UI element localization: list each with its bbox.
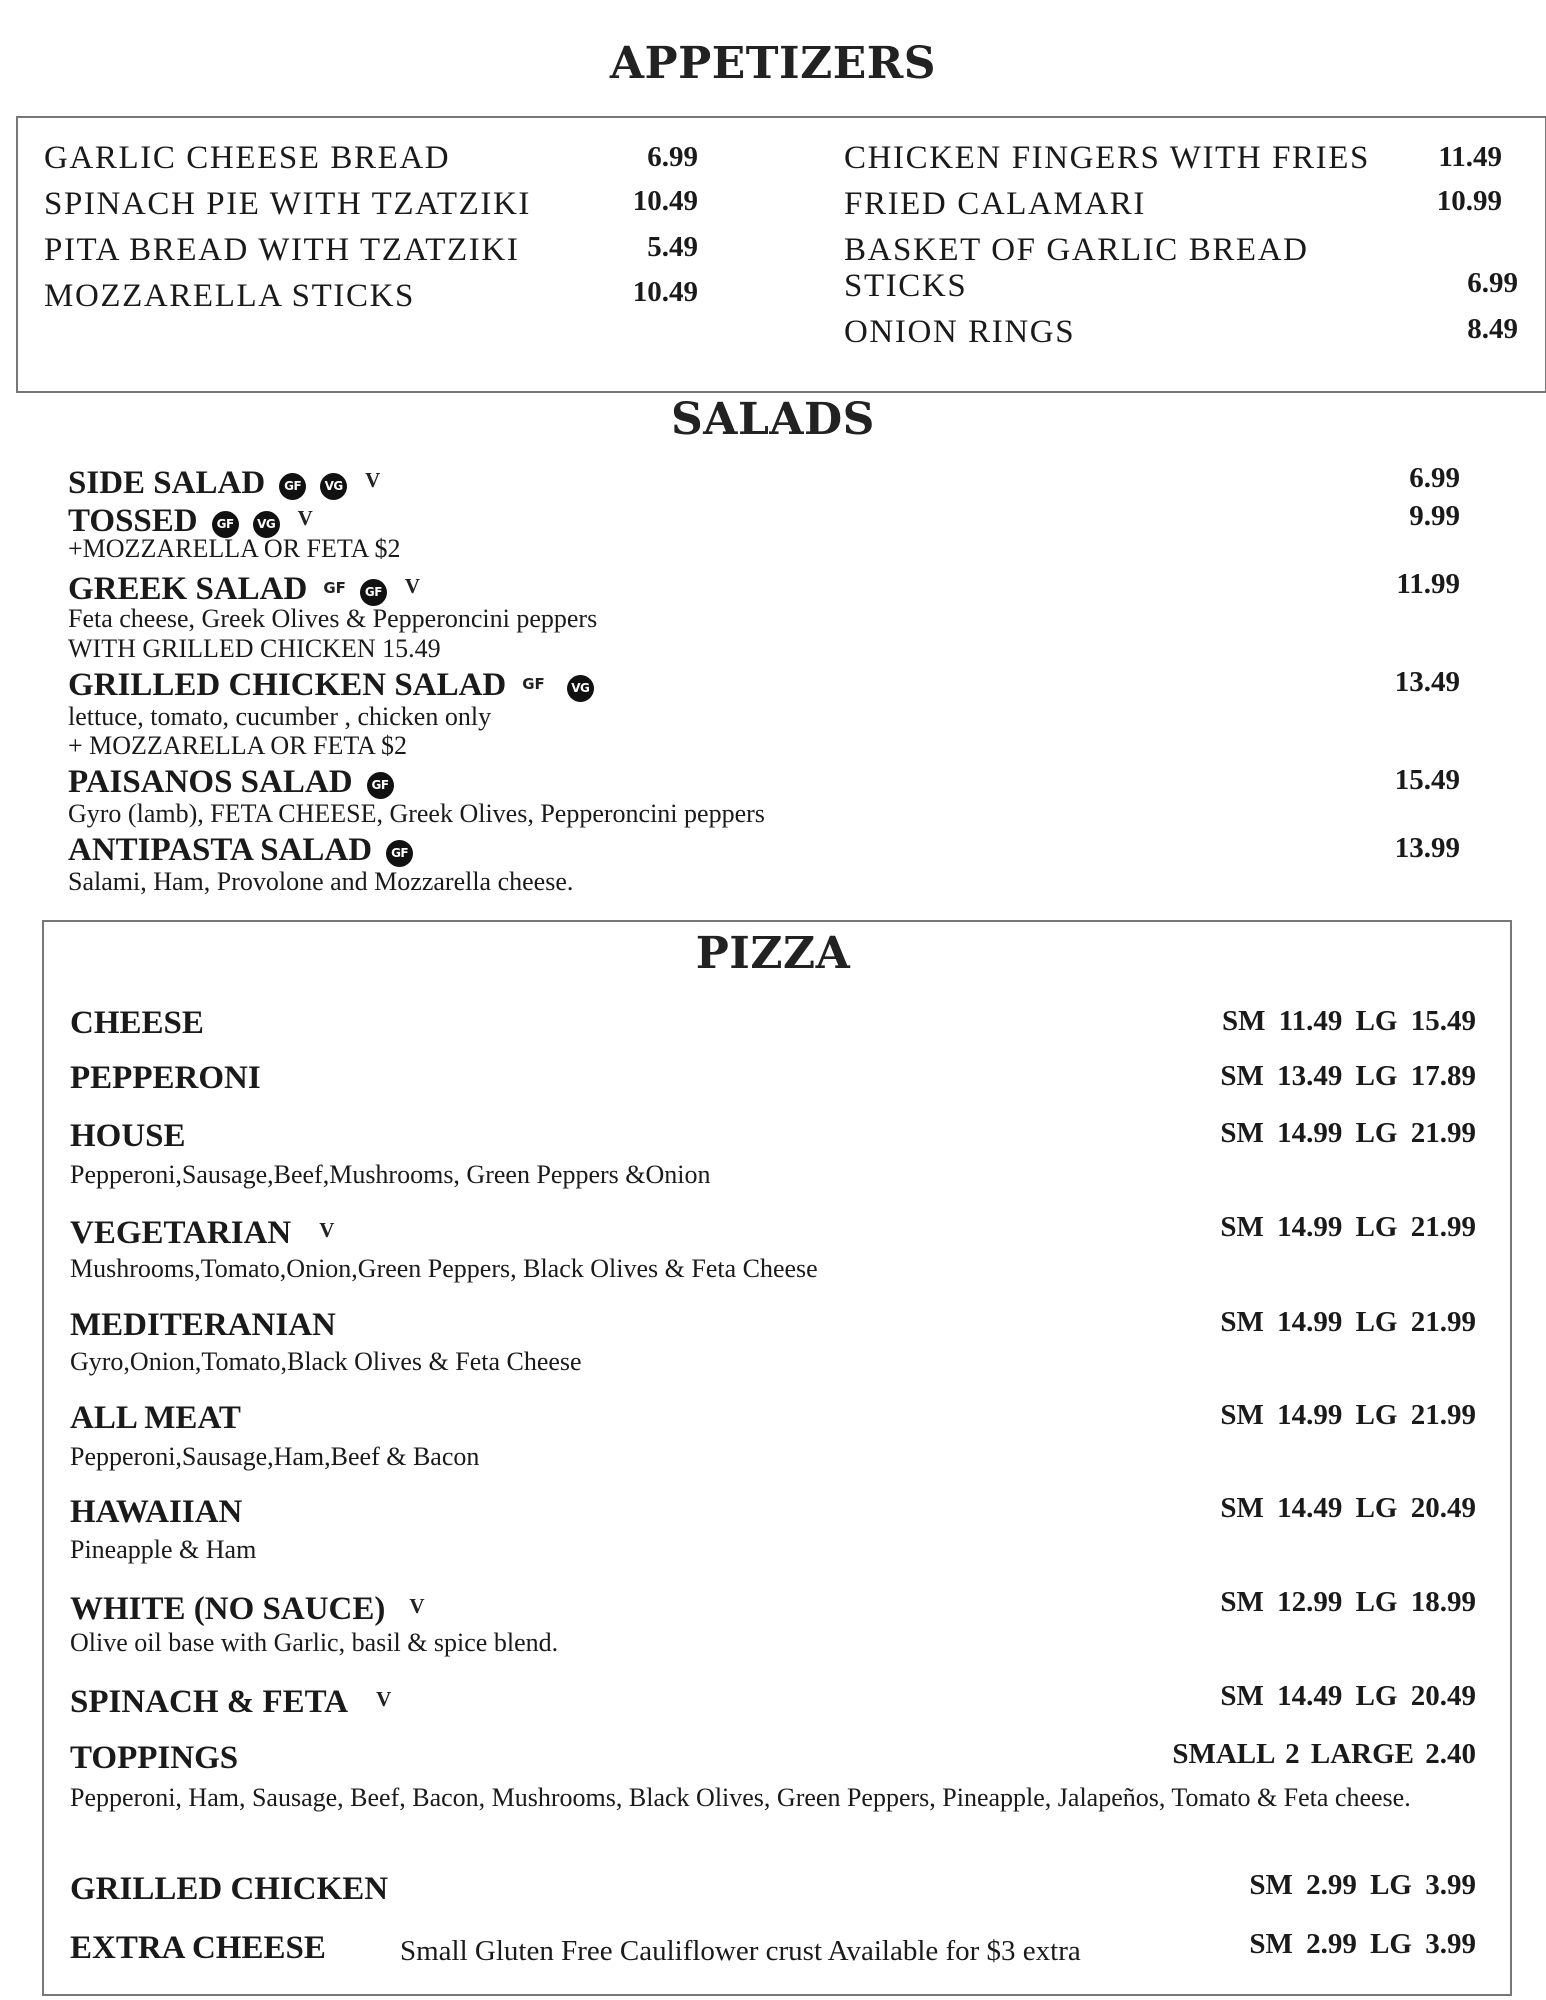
salad-item-greek [68,568,420,607]
appetizer-price: 10.99 [1436,185,1502,217]
extra-cheese-price: SM 2.99 LG 3.99 [1249,1928,1476,1960]
vegan-icon: VG [320,473,347,500]
pizza-description: Pineapple & Ham [70,1535,257,1564]
salad-item-antipasta [68,832,413,868]
salad-name: TOSSED [68,503,198,539]
pizza-description: Pepperoni,Sausage,Ham,Beef & Bacon [70,1442,480,1471]
pizza-name: HAWAIIAN [70,1494,243,1530]
pizza-item-vegetarian [70,1211,334,1252]
salad-name: ANTIPASTA SALAD [68,832,373,868]
appetizer-item: PITA BREAD WITH TZATZIKI [44,232,520,268]
salad-price: 9.99 [1409,500,1460,532]
extra-cheese-label: EXTRA CHEESE [70,1930,326,1966]
salad-description: Feta cheese, Greek Olives & Pepperoncini peppers [68,604,598,633]
pizza-name: CHEESE [70,1005,204,1041]
salad-price: 13.49 [1394,666,1460,698]
vegetarian-tag: V [319,1218,335,1242]
appetizer-price: 11.49 [1438,141,1502,173]
pizza-name: VEGETARIAN [70,1215,292,1251]
pizza-price: SM 12.99 LG 18.99 [1220,1586,1476,1618]
pizza-price: SM 14.49 LG 20.49 [1220,1680,1476,1712]
toppings-price: SMALL 2 LARGE 2.40 [1172,1738,1476,1770]
pizza-description: Olive oil base with Garlic, basil & spice blend. [70,1628,559,1657]
gluten-free-icon: GF [212,511,239,538]
appetizer-price: 10.49 [632,185,698,217]
pizza-item-spinach-feta [70,1680,391,1721]
pizza-price: SM 14.99 LG 21.99 [1220,1399,1476,1431]
salad-description: lettuce, tomato, cucumber , chicken only [68,702,492,731]
pizza-price: SM 11.49 LG 15.49 [1221,1005,1476,1037]
appetizer-price: 6.99 [1467,267,1518,299]
salad-name: GRILLED CHICKEN SALAD [68,667,507,703]
vegetarian-tag: V [376,1687,392,1711]
appetizer-price: 5.49 [647,231,698,263]
salad-description: Gyro (lamb), FETA CHEESE, Greek Olives, Pepperoncini peppers [68,799,765,828]
pizza-name: PEPPERONI [70,1060,261,1096]
vegetarian-tag: V [409,1594,425,1618]
gluten-free-crust-note: Small Gluten Free Cauliflower crust Available for $3 extra [400,1935,1081,1967]
pizza-description: Pepperoni,Sausage,Beef,Mushrooms, Green Peppers &Onion [70,1160,711,1189]
appetizer-price: 10.49 [632,276,698,308]
gluten-free-icon: GF [367,772,394,799]
appetizer-item: STICKS [844,268,968,304]
salad-price: 15.49 [1394,764,1460,796]
vegetarian-tag: V [365,468,381,492]
gluten-free-tag: GF [522,675,545,693]
salad-description: + MOZZARELLA OR FETA $2 [68,731,408,760]
pizza-name: SPINACH & FETA [70,1684,349,1720]
salad-description: Salami, Ham, Provolone and Mozzarella cheese. [68,867,574,896]
pizza-price: SM 14.99 LG 21.99 [1220,1117,1476,1149]
gluten-free-tag: GF [323,579,346,597]
pizza-price: SM 14.99 LG 21.99 [1220,1211,1476,1243]
vegan-icon: VG [253,511,280,538]
appetizer-item: MOZZARELLA STICKS [44,278,415,314]
pizza-name: ALL MEAT [70,1400,241,1436]
toppings-label: TOPPINGS [70,1740,239,1776]
toppings-description: Pepperoni, Ham, Sausage, Beef, Bacon, Mushrooms, Black Olives, Green Peppers, Pineapple, Jalapeños, Tomato & Feta cheese. [70,1783,1411,1812]
pizza-price: SM 14.49 LG 20.49 [1220,1492,1476,1524]
appetizer-item: ONION RINGS [844,314,1076,350]
salad-item-grilled-chicken [68,666,594,703]
salad-name: PAISANOS SALAD [68,764,353,800]
appetizer-price: 8.49 [1467,313,1518,345]
pizza-item-white [70,1587,425,1628]
salad-name: GREEK SALAD [68,571,308,607]
salad-name: SIDE SALAD [68,465,266,501]
appetizer-item: BASKET OF GARLIC BREAD [844,232,1309,268]
appetizer-item: SPINACH PIE WITH TZATZIKI [44,186,531,222]
salad-price: 6.99 [1409,462,1460,494]
salads-heading: SALADS [671,394,875,445]
appetizer-item: FRIED CALAMARI [844,186,1146,222]
salad-price: 11.99 [1396,568,1460,600]
pizza-description: Gyro,Onion,Tomato,Black Olives & Feta Cheese [70,1347,582,1376]
appetizers-heading: APPETIZERS [609,38,937,89]
pizza-price: SM 14.99 LG 21.99 [1220,1306,1476,1338]
appetizer-item: GARLIC CHEESE BREAD [44,140,451,176]
gluten-free-icon: GF [279,473,306,500]
pizza-name: HOUSE [70,1118,186,1154]
appetizer-item: CHICKEN FINGERS WITH FRIES [844,140,1370,176]
appetizer-price: 6.99 [647,141,698,173]
pizza-name: MEDITERANIAN [70,1307,336,1343]
pizza-name: WHITE (NO SAUCE) [70,1591,386,1627]
vegetarian-tag: V [404,574,421,598]
vegan-icon: VG [567,675,594,702]
salad-item-paisanos [68,764,394,800]
salad-price: 13.99 [1394,832,1460,864]
gluten-free-icon: GF [360,579,387,606]
vegetarian-tag: V [297,506,313,530]
gluten-free-icon: GF [386,840,413,867]
pizza-description: Mushrooms,Tomato,Onion,Green Peppers, Black Olives & Feta Cheese [70,1254,818,1283]
pizza-price: SM 13.49 LG 17.89 [1220,1060,1476,1092]
grilled-chicken-price: SM 2.99 LG 3.99 [1249,1869,1476,1901]
grilled-chicken-label: GRILLED CHICKEN [70,1871,389,1907]
salad-description: WITH GRILLED CHICKEN 15.49 [68,634,441,663]
pizza-heading: PIZZA [695,928,851,979]
salad-item-side [68,462,380,501]
salad-description: +MOZZARELLA OR FETA $2 [68,534,401,563]
